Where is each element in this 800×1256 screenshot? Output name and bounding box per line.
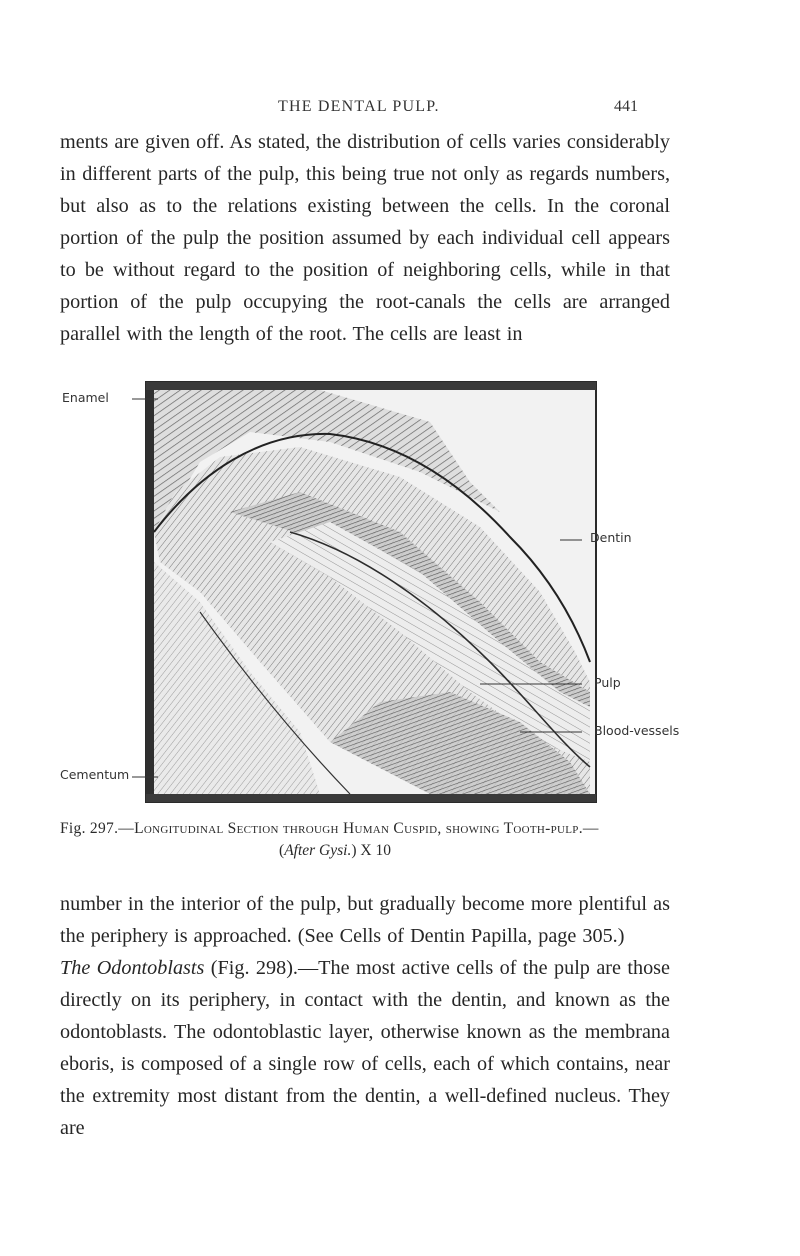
paragraph-odontoblasts-text: (Fig. 298).—The most active cells of the pulp are those directly on its periphery, in contact with the dentin, and known as the odontoblasts. The odontoblastic layer, otherwise known as the membrana eboris, is composed of a single row of cells, each of which contains, near the extremity most distant from the dentin, a well-defined nucleus. They are [60, 957, 670, 1139]
caption-line-1 [60, 818, 670, 840]
paragraph: ments are given off. As stated, the distribution of cells varies considerably in different parts of the pulp, this being true not only as regards numbers, but also as to the relations existing between the cells. In the coronal portion of the pulp the position assumed by each individual cell appears to be without regard to the position of neighboring cells, while in that portion of the pulp occupying the root-canals the cells are arranged parallel with the length of the root. The cells are least in [60, 131, 670, 345]
section-heading-odontoblasts: The Odontoblasts [60, 957, 205, 979]
label-pulp: Pulp [594, 675, 621, 690]
paragraph: number in the interior of the pulp, but gradually become more plentiful as the periphery is approached. (See Cells of Dentin Papilla, page 305.) [60, 893, 670, 947]
body-text-bottom [60, 888, 670, 1144]
paragraph-odontoblasts [60, 952, 670, 1144]
caption-attribution-close: ) [351, 842, 357, 859]
body-text-top [60, 126, 670, 350]
caption-attribution-open: ( [279, 842, 285, 859]
caption-line-2 [60, 840, 670, 862]
tooth-section-illustration [0, 362, 800, 812]
caption-title: —Longitudinal Section through Human Cuspid, showing Tooth-pulp.— [118, 820, 599, 837]
figure-297 [0, 362, 800, 812]
figure-caption [60, 818, 670, 862]
caption-magnification: X 10 [360, 842, 391, 859]
label-cementum: Cementum [60, 767, 130, 782]
label-blood-vessels: Blood-vessels [594, 723, 680, 738]
label-dentin: Dentin [590, 530, 632, 545]
label-enamel: Enamel [62, 390, 109, 405]
running-title: THE DENTAL PULP. [278, 98, 440, 115]
running-head [0, 98, 800, 122]
page-number: 441 [614, 98, 638, 115]
caption-attribution: After Gysi. [284, 842, 352, 859]
caption-fig-number: Fig. 297. [60, 820, 119, 837]
